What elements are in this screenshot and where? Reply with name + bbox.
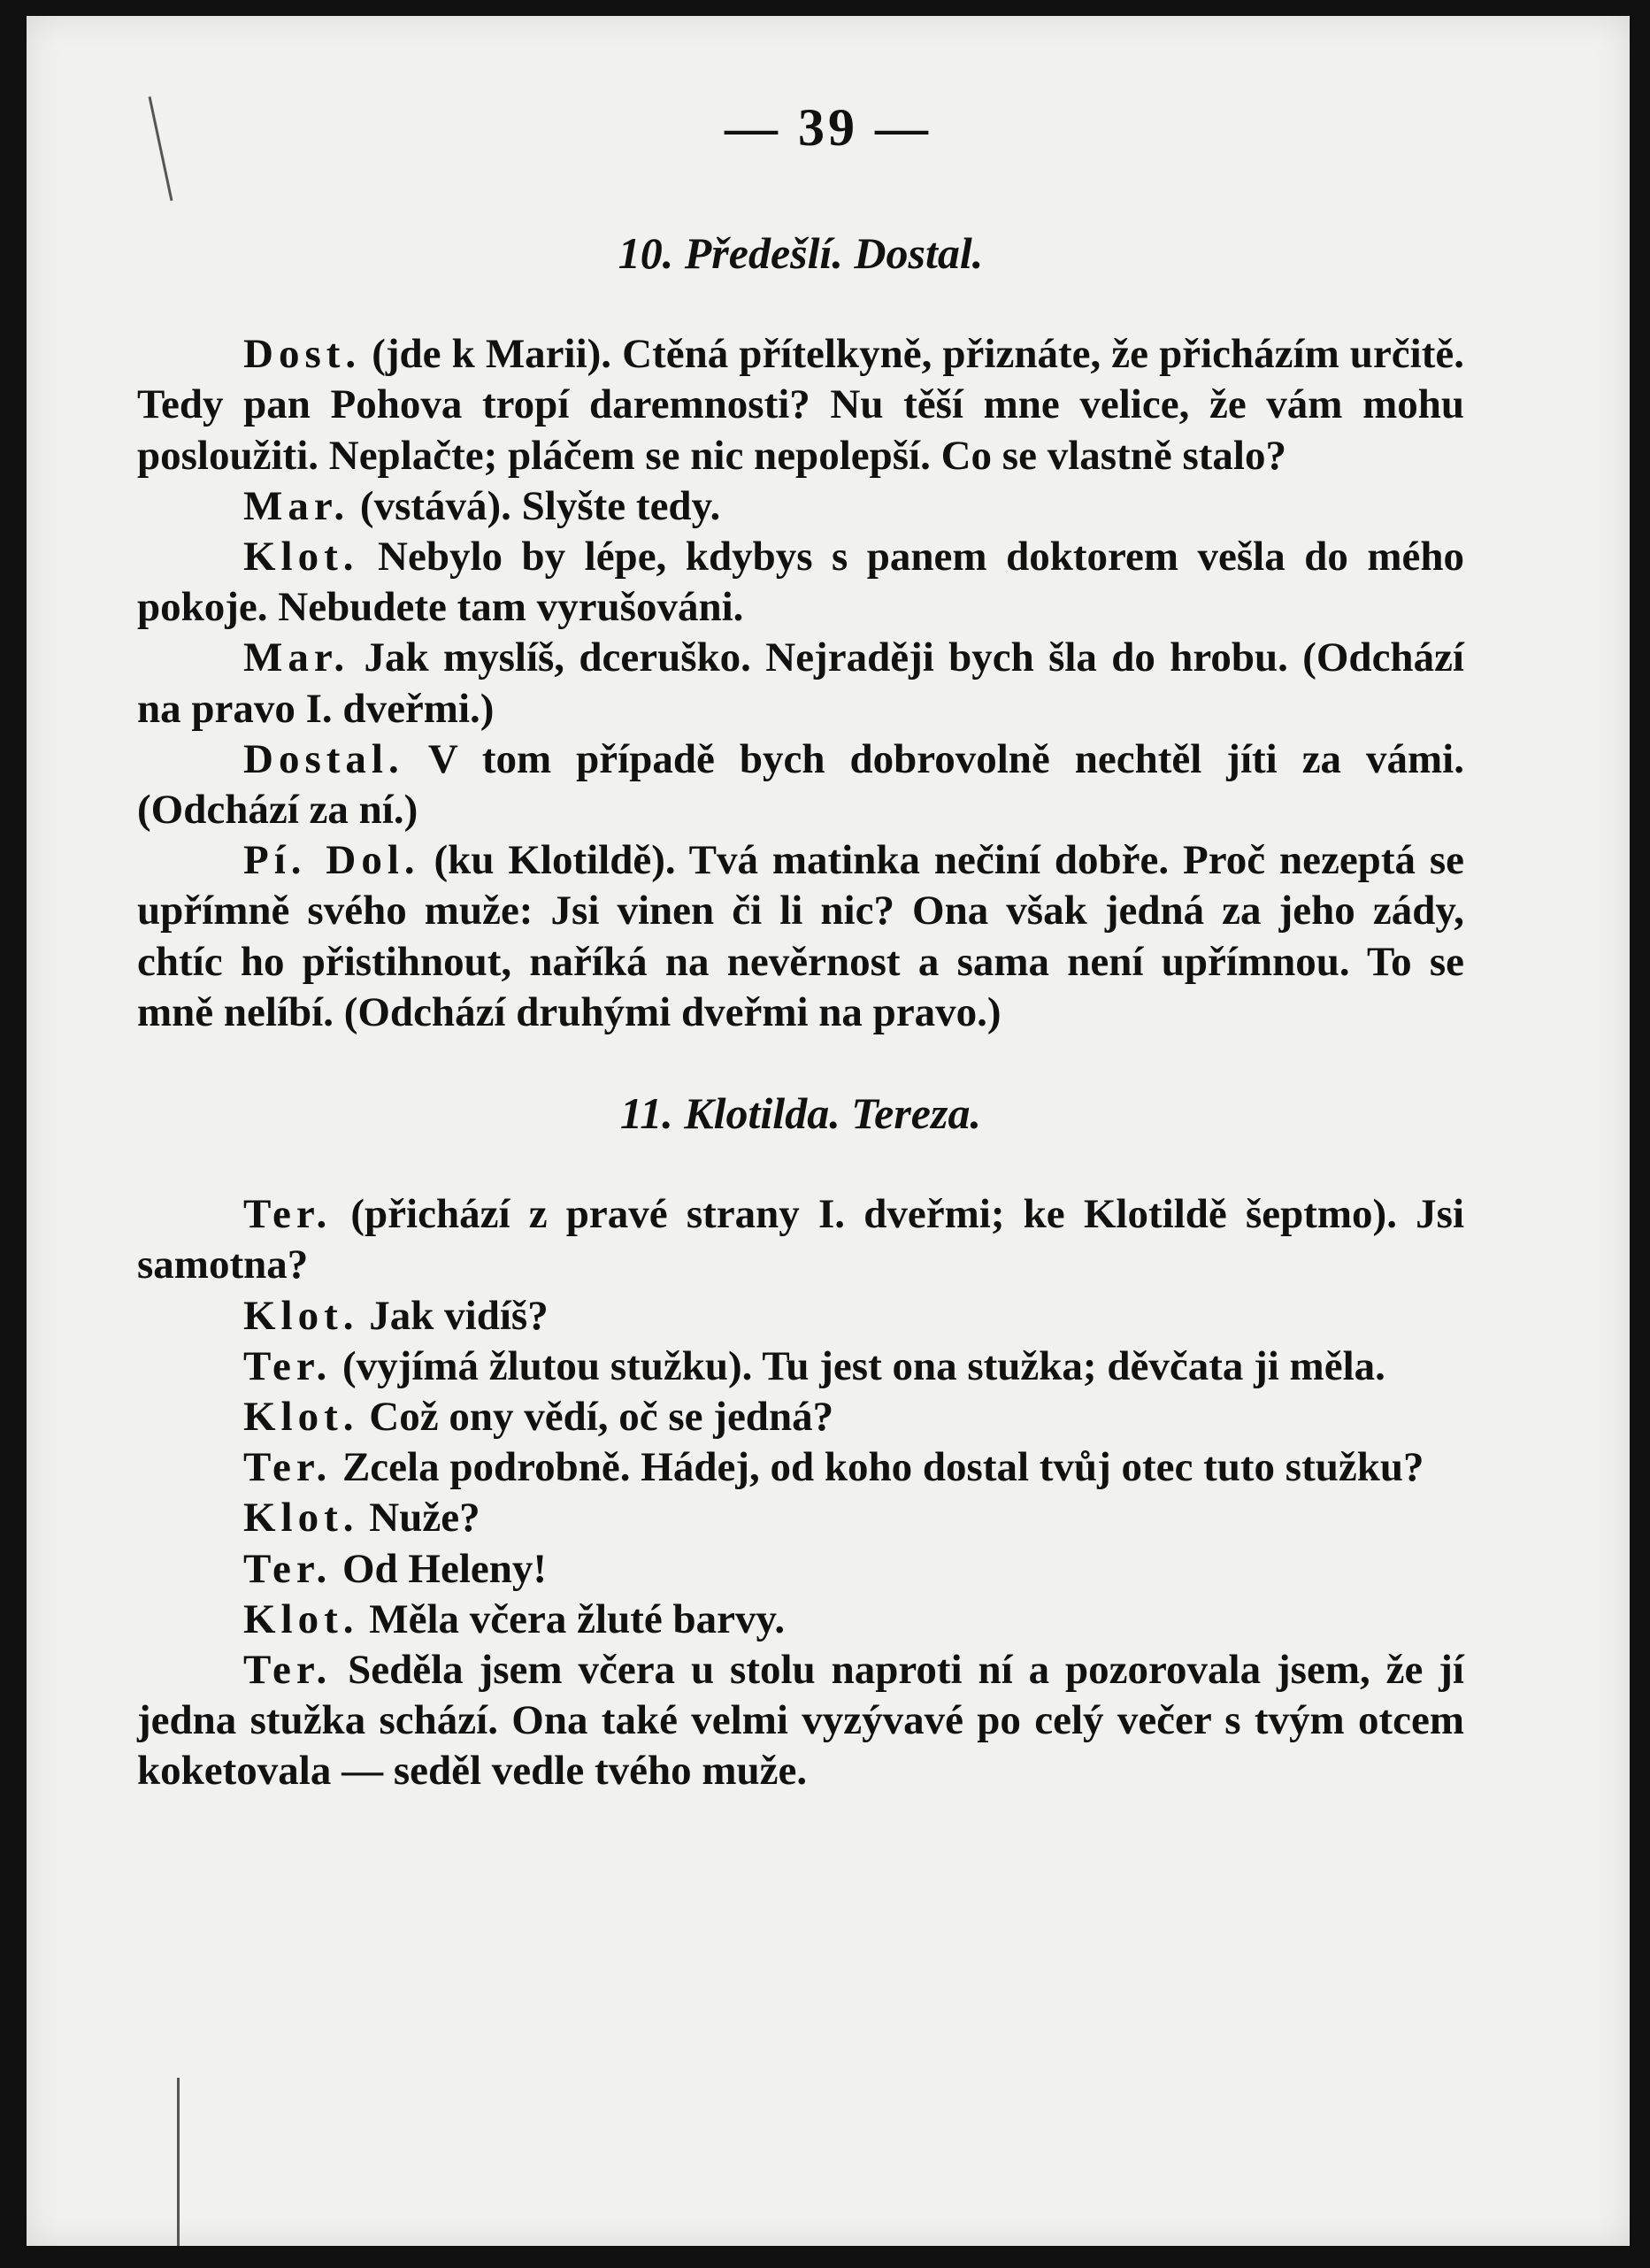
speech bbox=[137, 633, 1464, 734]
speech bbox=[137, 1342, 1464, 1392]
speech bbox=[137, 1392, 1464, 1442]
speaker: Mar. bbox=[243, 634, 350, 681]
speech bbox=[137, 1493, 1464, 1543]
speaker: Ter. bbox=[243, 1444, 333, 1491]
speaker: Ter. bbox=[243, 1342, 333, 1389]
speaker: Ter. bbox=[243, 1191, 333, 1238]
speech-text: (jde k Marii). Ctěná přítelkyně, přiznáte, že přicházím určitě. Tedy pan Pohova tropí daremnosti? Nu těší mne velice, že vám mohu posloužiti. Neplačte; pláčem se nic nepolepší. Co se vlastně stalo? bbox=[137, 331, 1464, 479]
speech-text: Jak vidíš? bbox=[358, 1292, 549, 1339]
speech-text: Od Heleny! bbox=[332, 1545, 548, 1592]
speaker: Klot. bbox=[243, 1595, 359, 1642]
speaker: Mar. bbox=[243, 482, 350, 529]
speech-text: Což ony vědí, oč se jedná? bbox=[358, 1394, 834, 1441]
speech-text: V tom případě bych dobrovolně nechtěl jíti za vámi. (Odchází za ní.) bbox=[137, 735, 1464, 834]
book-page bbox=[27, 16, 1630, 2246]
page-number: — 39 — bbox=[725, 98, 932, 157]
speech bbox=[137, 532, 1464, 633]
speaker: Klot. bbox=[243, 1394, 359, 1441]
speaker: Ter. bbox=[243, 1647, 333, 1694]
speech-text: Seděla jsem včera u stolu naproti ní a pozorovala jsem, že jí jedna stužka schází. Ona také velmi vyzývavé po celý večer s tvým otcem koketovala — seděl vedle tvého muže. bbox=[137, 1647, 1464, 1795]
speaker: Dostal. bbox=[243, 735, 404, 782]
speech-text: Jak myslíš, dceruško. Nejraději bych šla do hrobu. (Odchází na pravo I. dveřmi.) bbox=[137, 634, 1464, 732]
speech bbox=[137, 481, 1464, 532]
speech-text: Zcela podrobně. Hádej, od koho dostal tvůj otec tuto stužku? bbox=[332, 1444, 1424, 1491]
speech bbox=[137, 1544, 1464, 1595]
text-block bbox=[137, 228, 1464, 1797]
speaker: Klot. bbox=[243, 534, 359, 580]
speech bbox=[137, 734, 1464, 835]
speaker: Klot. bbox=[243, 1495, 359, 1541]
speaker: Ter. bbox=[243, 1545, 333, 1592]
binding-mark bbox=[177, 2078, 180, 2246]
scene-heading: 10. Předešlí. Dostal. bbox=[618, 228, 984, 278]
speech-text: (ku Klotildě). Tvá matinka nečiní dobře. Proč nezeptá se upřímně svého muže: Jsi vinen či li nic? Ona však jedná za jeho zády, chtíc ho přistihnout, naříká na nevěrnost a sama není upřímnou. To se mně nelíbí. (Odchází druhými dveřmi na pravo.) bbox=[137, 837, 1464, 1035]
speech bbox=[137, 329, 1464, 481]
speech bbox=[137, 1291, 1464, 1342]
speech-text: (přichází z pravé strany I. dveřmi; ke Klotildě šeptmo). Jsi samotna? bbox=[137, 1191, 1464, 1288]
speech bbox=[137, 835, 1464, 1038]
speaker: Dost. bbox=[243, 331, 362, 378]
speech-text: Nuže? bbox=[358, 1495, 480, 1541]
speech bbox=[137, 1189, 1464, 1290]
speaker: Pí. Dol. bbox=[243, 837, 420, 884]
speech-text: (vstává). Slyšte tedy. bbox=[349, 482, 721, 529]
speech bbox=[137, 1442, 1464, 1493]
speech-text: Nebylo by lépe, kdybys s panem doktorem vešla do mého pokoje. Nebudete tam vyrušováni. bbox=[137, 534, 1464, 631]
speech-text: Měla včera žluté barvy. bbox=[358, 1595, 786, 1642]
scene-heading: 11. Klotilda. Tereza. bbox=[620, 1088, 981, 1139]
speaker: Klot. bbox=[243, 1292, 359, 1339]
speech-text: (vyjímá žlutou stužku). Tu jest ona stužka; děvčata ji měla. bbox=[332, 1342, 1385, 1389]
speech bbox=[137, 1595, 1464, 1645]
speech bbox=[137, 1645, 1464, 1797]
